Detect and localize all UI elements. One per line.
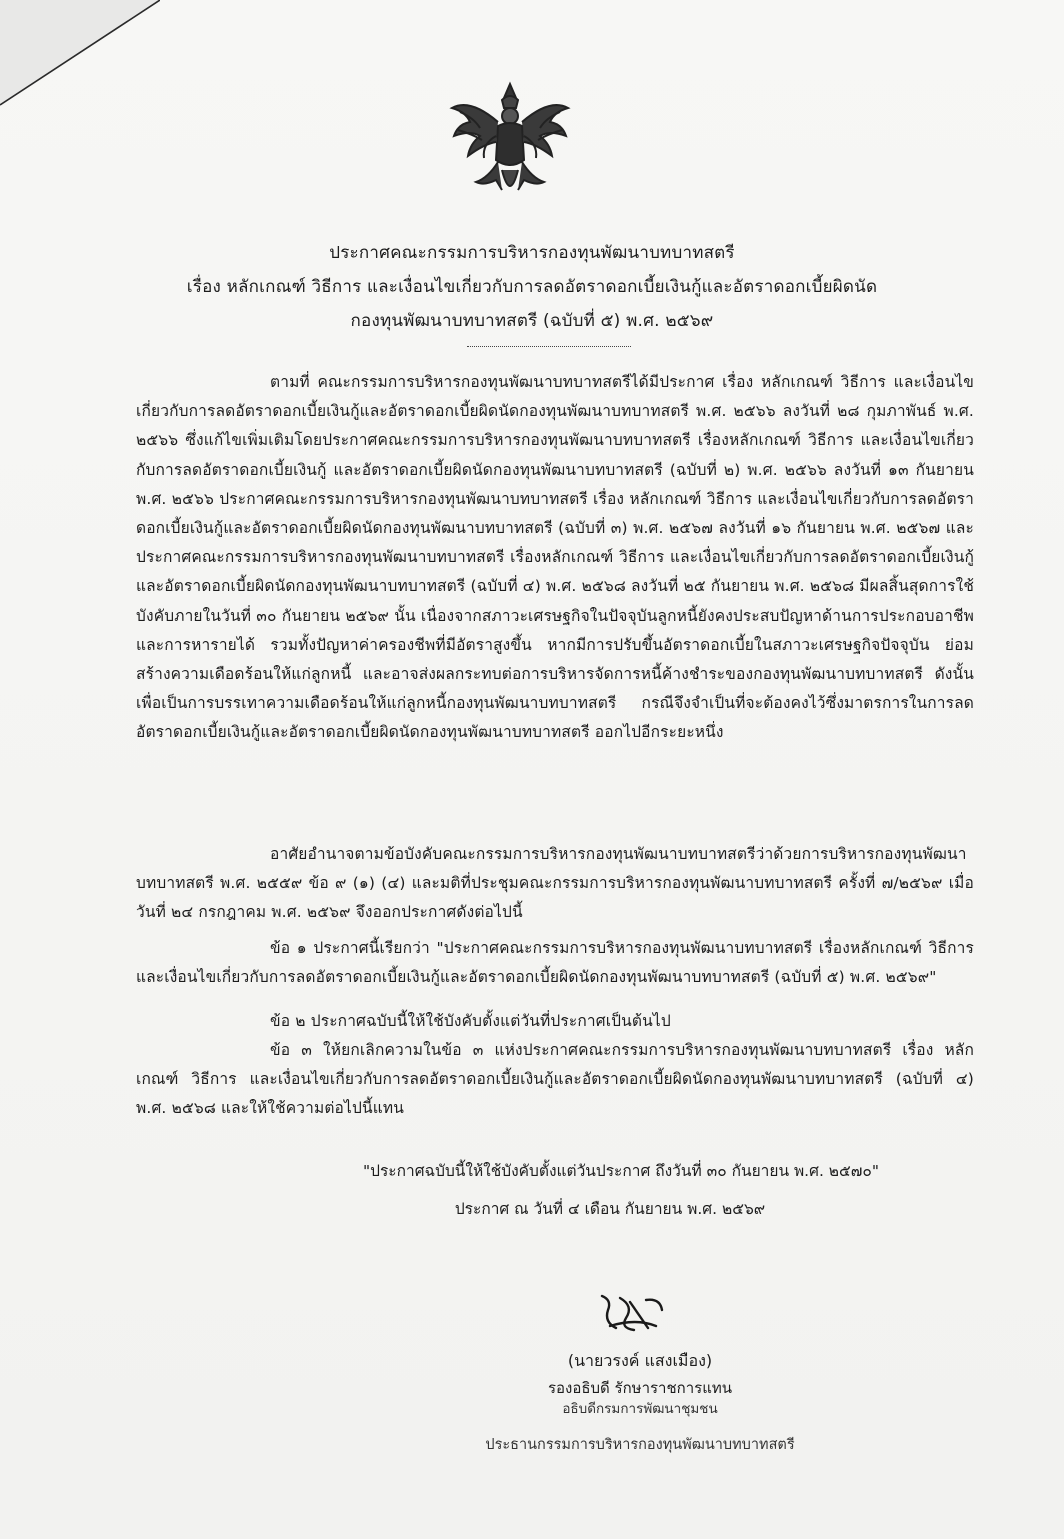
- title-line-2: เรื่อง หลักเกณฑ์ วิธีการ และเงื่อนไขเกี่ยวกับการลดอัตราดอกเบี้ยเงินกู้และอัตราดอกเบี้ยผิดนัด: [186, 277, 878, 297]
- handwritten-signature: [590, 1288, 680, 1338]
- title-line-1: ประกาศคณะกรรมการบริหารกองทุนพัฒนาบทบาทสตรี: [329, 243, 735, 263]
- garuda-emblem-icon: [440, 78, 580, 208]
- body-paragraph-2: อาศัยอำนาจตามข้อบังคับคณะกรรมการบริหารกองทุนพัฒนาบทบาทสตรีว่าด้วยการบริหารกองทุนพัฒนาบทบาทสตรี พ.ศ. ๒๕๕๙ ข้อ ๙ (๑) (๔) และมติที่ประชุมคณะกรรมการบริหารกองทุนพัฒนาบทบาทสตรี ครั้งที่ ๗/๒๕๖๙ เมื่อวันที่ ๒๔ กรกฎาคม พ.ศ. ๒๕๖๙ จึงออกประกาศดังต่อไปนี้: [136, 845, 974, 922]
- clause-2: ข้อ ๒ ประกาศฉบับนี้ให้ใช้บังคับตั้งแต่วันที่ประกาศเป็นต้นไป: [270, 1012, 671, 1030]
- title-divider: [467, 346, 631, 348]
- clause-3: ข้อ ๓ ให้ยกเลิกความในข้อ ๓ แห่งประกาศคณะกรรมการบริหารกองทุนพัฒนาบทบาทสตรี เรื่อง หลักเกณฑ์ วิธีการ และเงื่อนไขเกี่ยวกับการลดอัตราดอกเบี้ยเงินกู้และอัตราดอกเบี้ยผิดนัดกองทุนพัฒนาบทบาทสตรี (ฉบับที่ ๔) พ.ศ. ๒๕๖๘ และให้ใช้ความต่อไปนี้แทน: [136, 1041, 974, 1118]
- announcement-date: ประกาศ ณ วันที่ ๔ เดือน กันยายน พ.ศ. ๒๕๖๙: [454, 1200, 766, 1218]
- announcement-title: [160, 236, 904, 338]
- title-line-3: กองทุนพัฒนาบทบาทสตรี (ฉบับที่ ๕) พ.ศ. ๒๕๖๙: [350, 311, 714, 331]
- signatory-position-1: รองอธิบดี รักษาราชการแทน: [547, 1379, 733, 1397]
- scan-fold-shadow: [0, 0, 160, 110]
- signatory-name: (นายวรงค์ แสงเมือง): [567, 1351, 713, 1370]
- clause-1: ข้อ ๑ ประกาศนี้เรียกว่า "ประกาศคณะกรรมการบริหารกองทุนพัฒนาบทบาทสตรี เรื่องหลักเกณฑ์ วิธีการ และเงื่อนไขเกี่ยวกับการลดอัตราดอกเบี้ยเงินกู้และอัตราดอกเบี้ยผิดนัดกองทุนพัฒนาบทบาทสตรี (ฉบับที่ ๕) พ.ศ. ๒๕๖๙": [136, 939, 974, 987]
- body-paragraph-1: ตามที่ คณะกรรมการบริหารกองทุนพัฒนาบทบาทสตรีได้มีประกาศ เรื่อง หลักเกณฑ์ วิธีการ และเงื่อนไขเกี่ยวกับการลดอัตราดอกเบี้ยเงินกู้และอัตราดอกเบี้ยผิดนัดกองทุนพัฒนาบทบาทสตรี พ.ศ. ๒๕๖๖ ลงวันที่ ๒๘ กุมภาพันธ์ พ.ศ. ๒๕๖๖ ซึ่งแก้ไขเพิ่มเติมโดยประกาศคณะกรรมการบริหารกองทุนพัฒนาบทบาทสตรี เรื่องหลักเกณฑ์ วิธีการ และเงื่อนไขเกี่ยวกับการลดอัตราดอกเบี้ยเงินกู้ และอัตราดอกเบี้ยผิดนัดกองทุนพัฒนาบทบาทสตรี (ฉบับที่ ๒) พ.ศ. ๒๕๖๖ ลงวันที่ ๑๓ กันยายน พ.ศ. ๒๕๖๖ ประกาศคณะกรรมการบริหารกองทุนพัฒนาบทบาทสตรี เรื่อง หลักเกณฑ์ วิธีการ และเงื่อนไขเกี่ยวกับการลดอัตราดอกเบี้ยเงินกู้และอัตราดอกเบี้ยผิดนัดกองทุนพัฒนาบทบาทสตรี (ฉบับที่ ๓) พ.ศ. ๒๕๖๗ ลงวันที่ ๑๖ กันยายน พ.ศ. ๒๕๖๗ และประกาศคณะกรรมการบริหารกองทุนพัฒนาบทบาทสตรี เรื่องหลักเกณฑ์ วิธีการ และเงื่อนไขเกี่ยวกับการลดอัตราดอกเบี้ยเงินกู้และอัตราดอกเบี้ยผิดนัดกองทุนพัฒนาบทบาทสตรี (ฉบับที่ ๔) พ.ศ. ๒๕๖๘ ลงวันที่ ๒๕ กันยายน พ.ศ. ๒๕๖๘ มีผลสิ้นสุดการใช้บังคับภายในวันที่ ๓๐ กันยายน ๒๕๖๙ นั้น เนื่องจากสภาวะเศรษฐกิจในปัจจุบันลูกหนี้ยังคงประสบปัญหาด้านการประกอบอาชีพ และการหารายได้ รวมทั้งปัญหาค่าครองชีพที่มีอัตราสูงขึ้น หากมีการปรับขึ้นอัตราดอกเบี้ยในสภาวะเศรษฐกิจปัจจุบัน ย่อมสร้างความเดือดร้อนให้แก่ลูกหนี้ และอาจส่งผลกระทบต่อการบริหารจัดการหนี้ค้างชำระของกองทุนพัฒนาบทบาทสตรี ดังนั้น เพื่อเป็นการบรรเทาความเดือดร้อนให้แก่ลูกหนี้กองทุนพัฒนาบทบาทสตรี กรณีจึงจำเป็นที่จะต้องคงไว้ซึ่งมาตรการในการลดอัตราดอกเบี้ยเงินกู้และอัตราดอกเบี้ยผิดนัดกองทุนพัฒนาบทบาทสตรี ออกไปอีกระยะหนึ่ง: [136, 373, 974, 742]
- signatory-position-2: อธิบดีกรมการพัฒนาชุมชน: [562, 1401, 718, 1417]
- amended-text-quote: "ประกาศฉบับนี้ให้ใช้บังคับตั้งแต่วันประกาศ ถึงวันที่ ๓๐ กันยายน พ.ศ. ๒๕๗๐": [363, 1162, 879, 1180]
- signatory-position-3: ประธานกรรมการบริหารกองทุนพัฒนาบทบาทสตรี: [485, 1437, 795, 1453]
